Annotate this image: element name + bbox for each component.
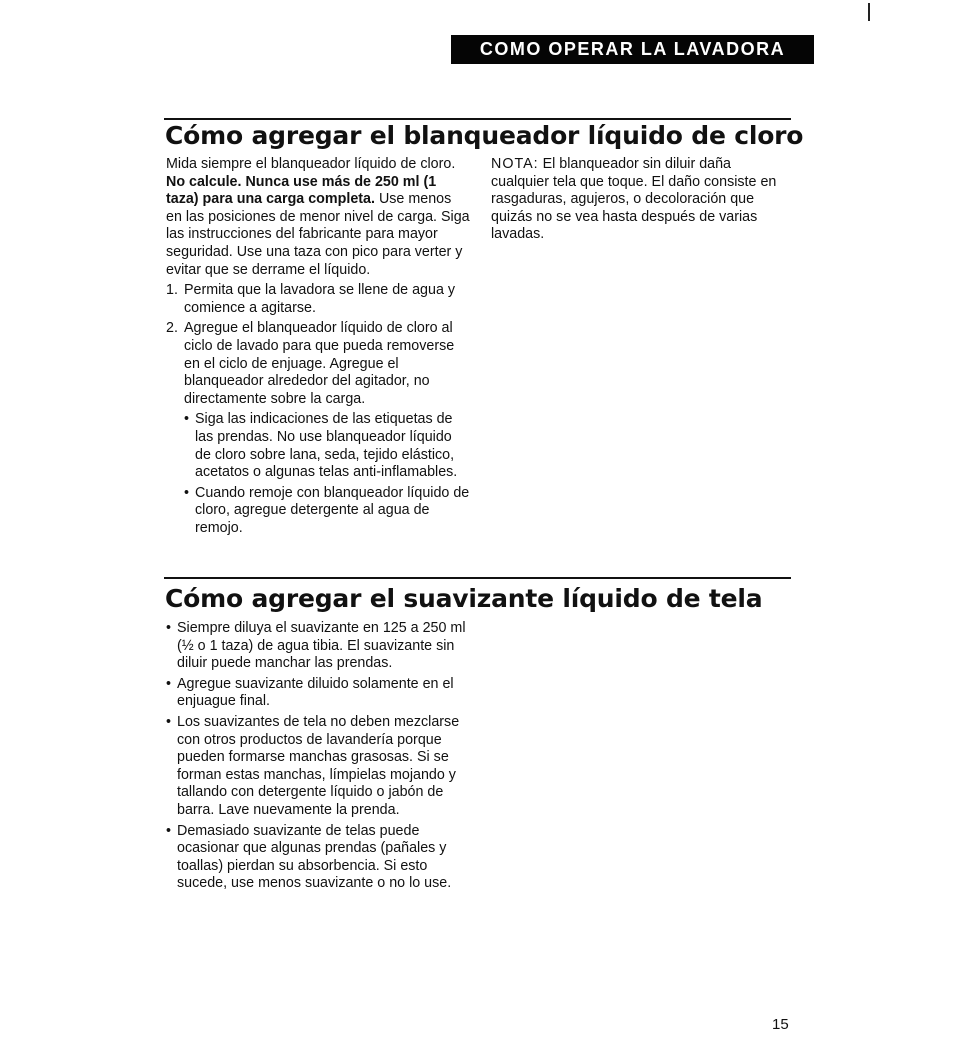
bullet-icon: • [166,620,172,636]
step-text: Agregue el blanqueador líquido de cloro al ciclo de lavado para que pueda removerse en el ciclo de enjuage. Agregue el blanqueador alrededor del agitador, no directamente sobre la carga. [184,320,455,407]
sub-bullet-item [184,411,471,481]
softener-bullets-column [166,617,466,893]
bullet-icon: • [166,822,172,839]
bullet-icon: • [166,713,172,730]
section-header-label: COMO OPERAR LA LAVADORA [479,39,786,59]
bullet-text: Demasiado suavizante de telas puede ocasionar que algunas prendas (pañales y toallas) pierdan su absorbencia. Si esto sucede, use menos suavizante o no lo use. [177,822,452,892]
page-number: 15 [772,1016,789,1033]
bullet-text: Los suavizantes de tela no deben mezclarse con otros productos de lavandería porque pueden formarse manchas grasosas. Si se forman estas manchas, límpielas mojando y tallando con detergente líquido o jabón de barra. Lave nuevamente la prenda. [177,713,460,818]
note-label: NOTA: [491,156,539,172]
note-column [491,156,791,244]
section-rule-top [164,118,791,120]
bullet-icon: • [184,411,190,428]
bullet-item [166,823,466,893]
step-item [166,282,471,317]
step-item [166,320,471,408]
bullet-item [166,620,466,673]
bleach-intro-paragraph [166,156,471,279]
intro-text-continued: Use menos en las posiciones de menor nivel de carga. Siga las instrucciones del fabricante para mayor seguridad. Use una taza con pico para verter y evitar que se derrame el líquido. [166,191,470,278]
bullet-text: Agregue suavizante diluido solamente en el enjuague final. [177,675,454,710]
intro-warning-text: No calcule. Nunca use más de 250 ml (1 taza) para una carga completa. [166,173,437,208]
note-text: El blanqueador sin diluir daña cualquier tela que toque. El daño consiste en rasgaduras, agujeros, o decoloración que quizás no se vea hasta después de varias lavadas. [491,156,777,243]
sub-bullet-text: Cuando remoje con blanqueador líquido de cloro, agregue detergente al agua de remojo. [195,484,470,536]
section-title-bleach: Cómo agregar el blanqueador líquido de cloro [165,121,804,150]
bullet-icon: • [166,675,172,692]
intro-text: Mida siempre el blanqueador líquido de cloro. [166,156,456,172]
note-paragraph [491,156,791,244]
step-text: Permita que la lavadora se llene de agua y comience a agitarse. [184,282,456,316]
sub-bullet-item [184,485,471,538]
bullet-item [166,676,466,711]
bullet-text: Siempre diluya el suavizante en 125 a 250 ml (½ o 1 taza) de agua tibia. El suavizante sin diluir puede manchar las prendas. [177,620,466,672]
bleach-instructions-column [166,156,471,537]
bullet-item [166,714,466,820]
bullet-icon: • [184,484,190,501]
step-number: 2. [166,320,178,337]
section-title-softener: Cómo agregar el suavizante líquido de tela [165,584,763,613]
margin-mark [868,3,870,21]
section-header-bar [451,35,814,64]
sub-bullet-text: Siga las indicaciones de las etiquetas de las prendas. No use blanqueador líquido de cloro sobre lana, seda, tejido elástico, acetatos o algunas telas anti-inflamables. [195,411,458,481]
section-rule-mid [164,577,791,579]
step-number: 1. [166,282,178,299]
